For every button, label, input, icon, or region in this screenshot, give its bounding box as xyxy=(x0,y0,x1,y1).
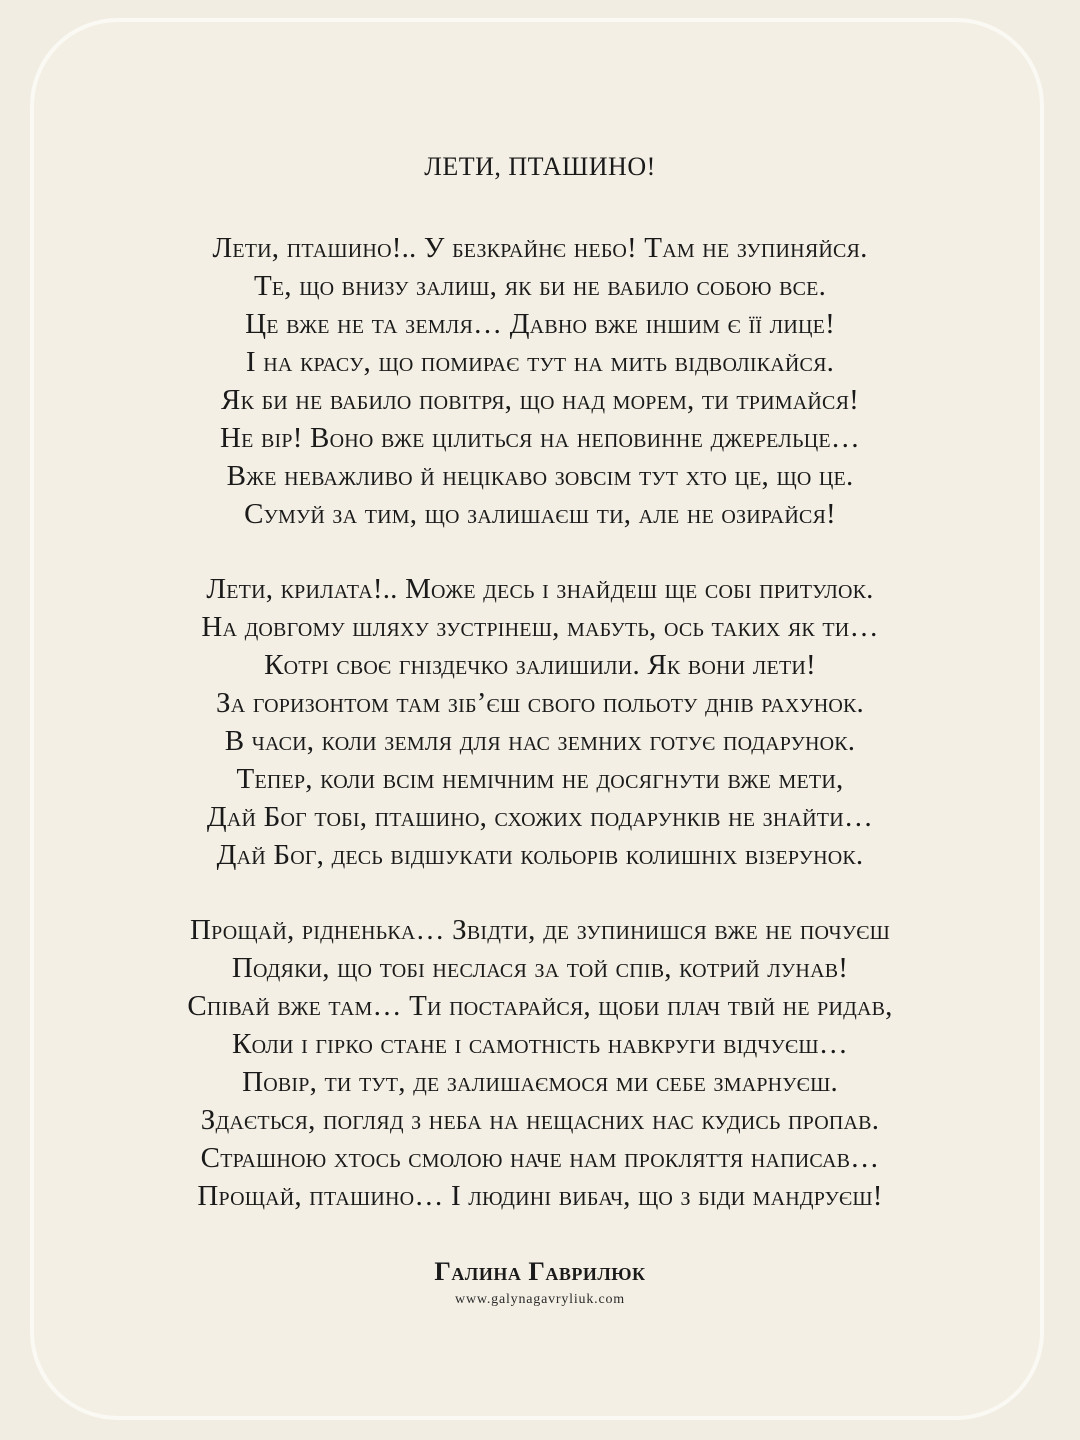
stanza-3 xyxy=(0,911,1080,1215)
poem-line: Лети, крилата!.. Може десь і знайдеш ще собі притулок. xyxy=(206,573,874,605)
author-website: www.galynagavryliuk.com xyxy=(455,1292,625,1307)
poem-line: Прощай, рідненька… Звідти, де зупинишся вже не почуєш xyxy=(189,914,891,946)
poem-line: Це вже не та земля… Давно вже іншим є її лице! xyxy=(245,308,835,340)
poem-line: Співай вже там… Ти постарайся, щоби плач твій не ридав, xyxy=(187,990,893,1022)
stanza-2 xyxy=(0,570,1080,874)
poem-line: Котрі своє гніздечко залишили. Як вони лети! xyxy=(264,649,816,681)
poem-title: ЛЕТИ, ПТАШИНО! xyxy=(424,152,656,181)
poem-line: Дай Бог, десь відшукати кольорів колишніх візерунок. xyxy=(216,839,864,871)
poem-line: Як би не вабило повітря, що над морем, ти тримайся! xyxy=(221,384,859,416)
poem-line: Здається, погляд з неба на нещасних нас кудись пропав. xyxy=(200,1104,880,1136)
poem-line: За горизонтом там зіб’єш свого польоту днів рахунок. xyxy=(216,687,864,719)
poem-line: Тепер, коли всім немічним не досягнути вже мети, xyxy=(236,763,844,795)
poem-line: І на красу, що помирає тут на мить відволікайся. xyxy=(245,346,835,378)
poem-line: Сумуй за тим, що залишаєш ти, але не озирайся! xyxy=(244,498,836,530)
poem-line: В часи, коли земля для нас земних готує подарунок. xyxy=(224,725,856,757)
poem-line: Дай Бог тобі, пташино, схожих подарунків не знайти… xyxy=(206,801,874,833)
author-name: Галина Гаврилюк xyxy=(434,1257,646,1286)
poem-line: Те, що внизу залиш, як би не вабило собою все. xyxy=(253,270,827,302)
poem-line: Страшною хтось смолою наче нам прокляття написав… xyxy=(200,1142,880,1174)
poem-line: На довгому шляху зустрінеш, мабуть, ось таких як ти… xyxy=(201,611,879,643)
poem-line: Коли і гірко стане і самотність навкруги відчуєш… xyxy=(232,1028,848,1060)
poem-line: Не вір! Воно вже цілиться на неповинне джерельце… xyxy=(219,422,861,454)
poem-line: Лети, пташино!.. У безкрайнє небо! Там не зупиняйся. xyxy=(212,232,868,264)
poem-line: Подяки, що тобі неслася за той спів, котрий лунав! xyxy=(231,952,849,984)
poem-line: Вже неважливо й нецікаво зовсім тут хто це, що це. xyxy=(226,460,854,492)
poem-line: Прощай, пташино… І людині вибач, що з біди мандруєш! xyxy=(197,1180,883,1212)
poem-line: Повір, ти тут, де залишаємося ми себе змарнуєш. xyxy=(242,1066,838,1098)
stanza-1 xyxy=(0,229,1080,533)
